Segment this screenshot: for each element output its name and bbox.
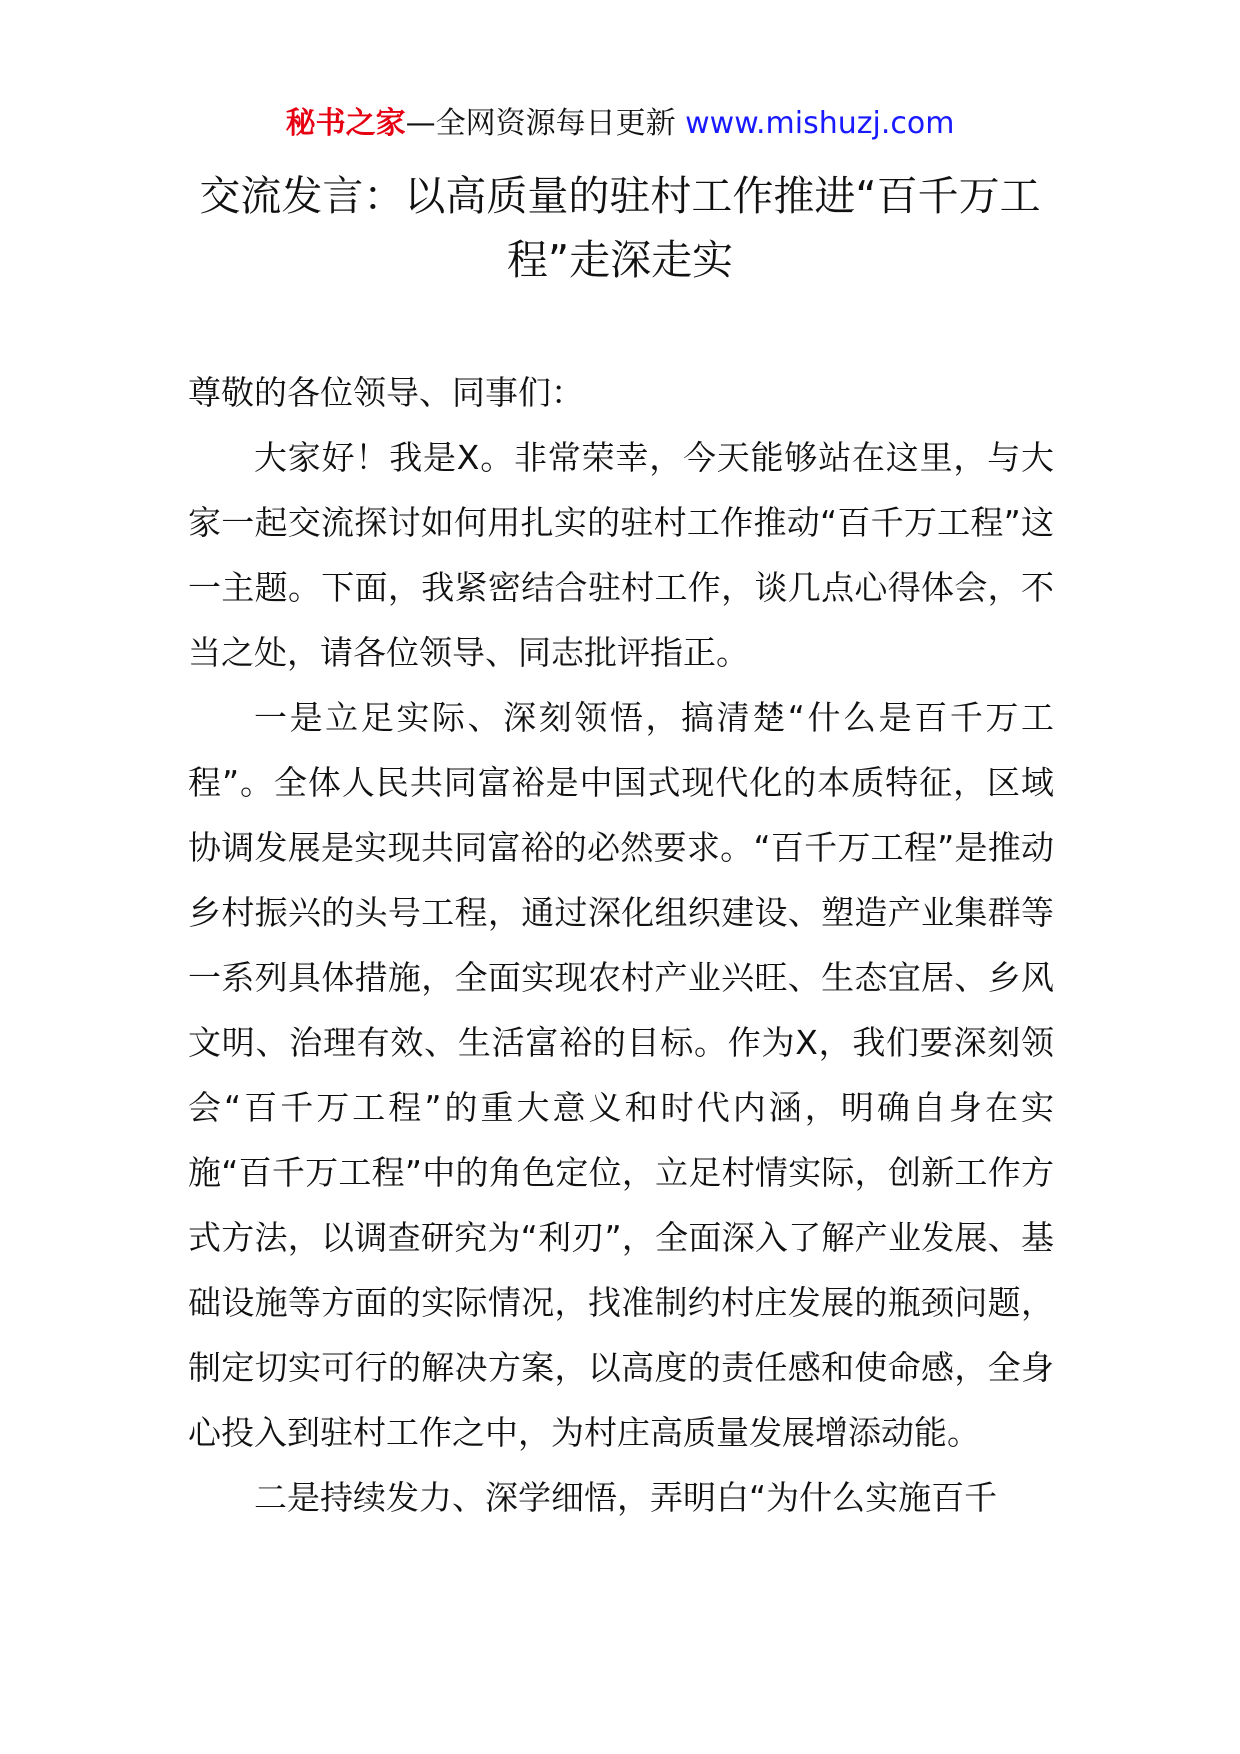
salutation: 尊敬的各位领导、同事们：: [188, 373, 584, 412]
document-title: 交流发言：以高质量的驻村工作推进“百千万工程”走深走实: [199, 172, 1041, 284]
paragraph-point-two: 二是持续发力、深学细悟，弄明白“为什么实施百千: [254, 1478, 998, 1517]
site-header: [0, 104, 1240, 144]
document-body: [188, 360, 1054, 1530]
paragraph-point-one: 一是立足实际、深刻领悟，搞清楚“什么是百千万工程”。全体人民共同富裕是中国式现代化的本质特征，区域协调发展是实现共同富裕的必然要求。“百千万工程”是推动乡村振兴的头号工程，通过深化组织建设、塑造产业集群等一系列具体措施，全面实现农村产业兴旺、生态宜居、乡风文明、治理有效、生活富裕的目标。作为X，我们要深刻领会“百千万工程”的重大意义和时代内涵，明确自身在实施“百千万工程”中的角色定位，立足村情实际，创新工作方式方法，以调查研究为“利刃”，全面深入了解产业发展、基础设施等方面的实际情况，找准制约村庄发展的瓶颈问题，制定切实可行的解决方案，以高度的责任感和使命感，全身心投入到驻村工作之中，为村庄高质量发展增添动能。: [188, 698, 1054, 1452]
site-brand: 秘书之家: [285, 106, 406, 141]
paragraph-intro: 大家好！我是X。非常荣幸，今天能够站在这里，与大家一起交流探讨如何用扎实的驻村工作推动“百千万工程”这一主题。下面，我紧密结合驻村工作，谈几点心得体会，不当之处，请各位领导、同志批评指正。: [188, 438, 1054, 672]
site-url-link[interactable]: www.mishuzj.com: [685, 106, 955, 141]
site-tagline: —全网资源每日更新: [405, 106, 686, 141]
